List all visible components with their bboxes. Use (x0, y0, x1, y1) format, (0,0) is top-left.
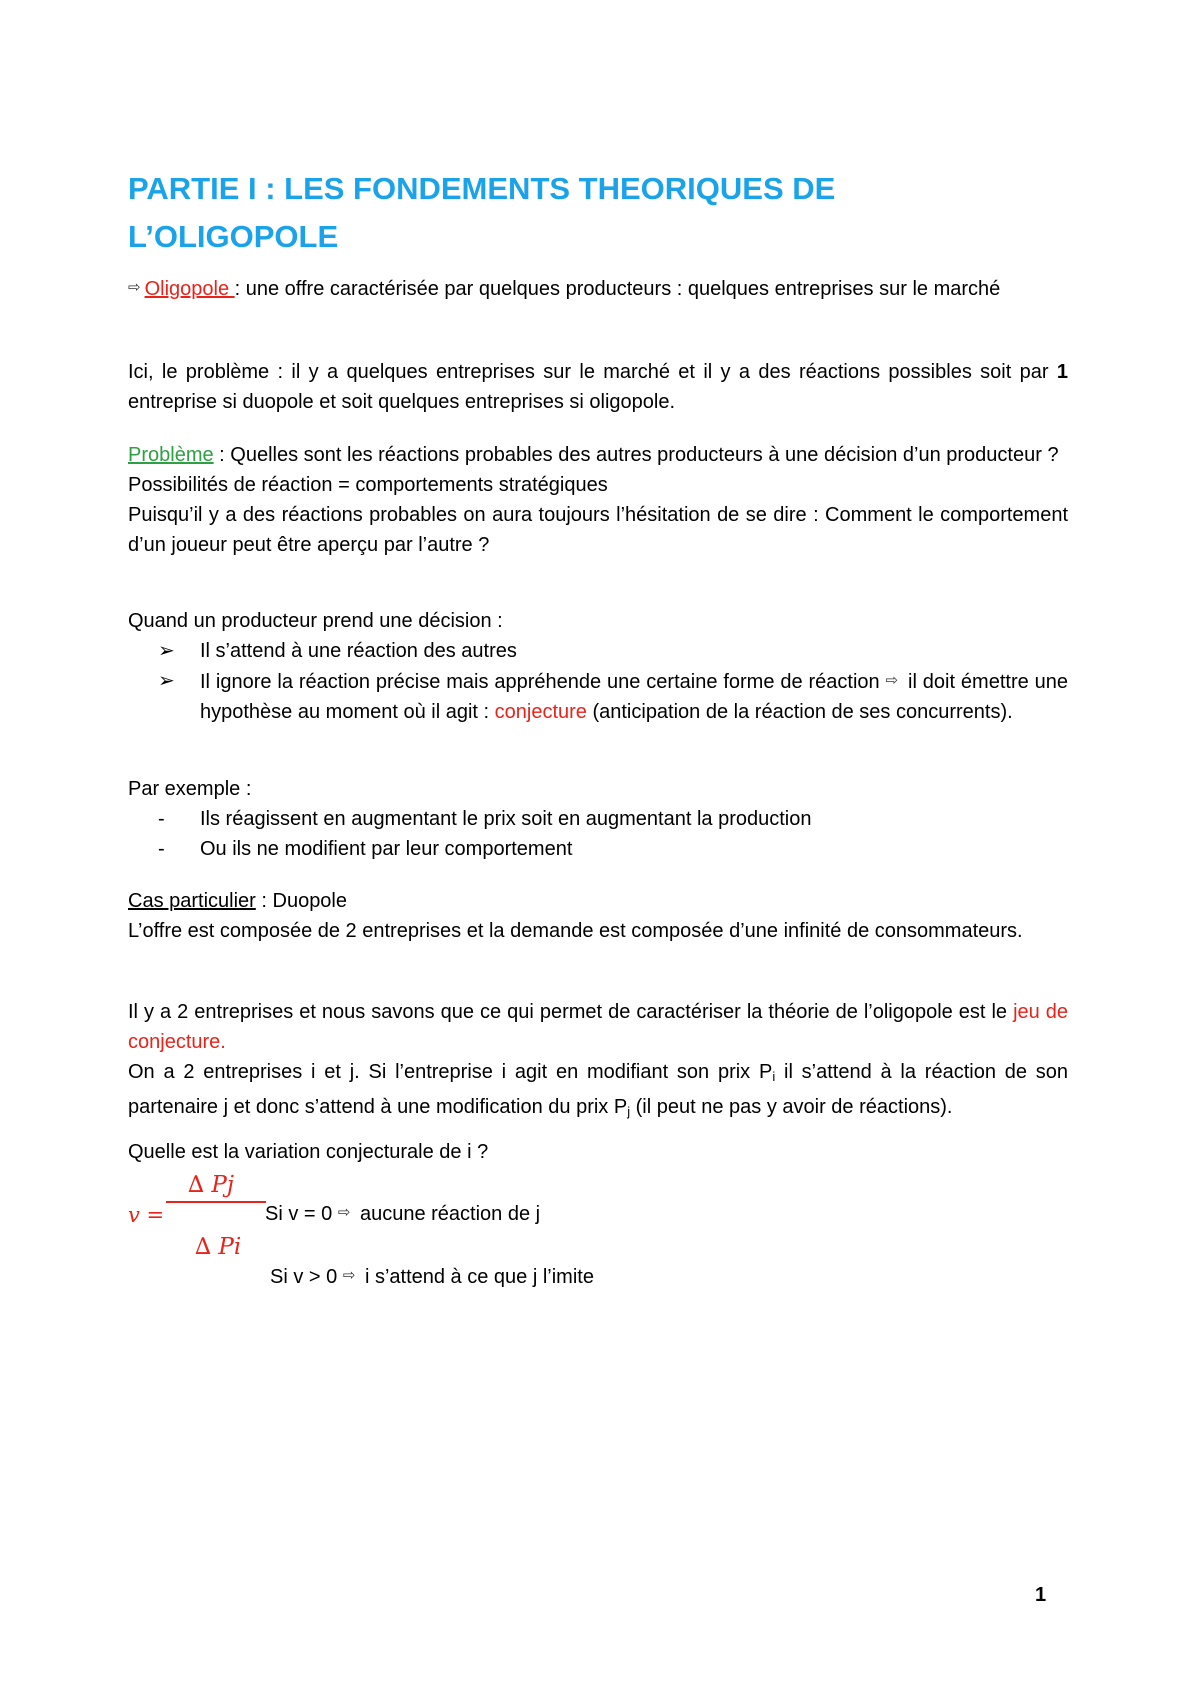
decision-list (128, 636, 1068, 727)
dash-bullet: - (158, 838, 165, 860)
definition-text: : une offre caractérisée par quelques producteurs : quelques entreprises sur le marché (234, 278, 1001, 300)
question-line: Quelle est la variation conjecturale de i ? (128, 1141, 489, 1163)
hesitation-line: Puisqu’il y a des réactions probables on aura toujours l’hésitation de se dire : Comment le comportement d’un joueur peut être aperçu par l’autre ? (128, 504, 1068, 556)
fraction-bar (166, 1201, 266, 1203)
example-list (128, 804, 1068, 864)
title-line-2: L’OLIGOPOLE (128, 219, 339, 254)
case-zero-condition: Si v = 0 (265, 1203, 338, 1225)
problem-question: : Quelles sont les réactions probables des autres producteurs à une décision d’un producteur ? (213, 444, 1059, 466)
decision-intro: Quand un producteur prend une décision : (128, 610, 503, 632)
list-item (128, 834, 1068, 864)
right-arrow-icon: ⇨ (128, 279, 141, 296)
list-item (128, 636, 1068, 666)
special-case-paragraph (128, 886, 1068, 946)
special-case-text: : Duopole (255, 890, 347, 912)
special-case-label: Cas particulier (128, 890, 256, 912)
strategic-behaviour-line: Possibilités de réaction = comportements stratégiques (128, 474, 608, 496)
problem-paragraph (128, 440, 1068, 560)
subscript-j: j (627, 1104, 631, 1119)
title-line-1: PARTIE I : LES FONDEMENTS THEORIQUES DE (128, 171, 836, 206)
paragraph-text: Ici, le problème : il y a quelques entreprises sur le marché et il y a des réactions possibles soit par (128, 361, 1057, 383)
subscript-i: i (772, 1069, 776, 1084)
page-title (128, 165, 1028, 261)
oligopole-term: Oligopole (144, 278, 235, 300)
conjecture-term: conjecture (494, 701, 587, 723)
right-arrow-icon: ⇨ (885, 672, 899, 689)
dash-bullet: - (158, 808, 165, 830)
case-zero-result: aucune réaction de j (354, 1203, 541, 1225)
list-item-text: Ou ils ne modifient par leur comportement (200, 838, 573, 860)
problem-intro-paragraph (128, 357, 1068, 417)
paragraph-text: On a 2 entreprises i et j. Si l’entreprise i agit en modifiant son prix P (128, 1061, 773, 1083)
paragraph-text-2: il s’attend à la réaction de son partenaire j et donc s’attend à une modification du prix P (128, 1061, 1069, 1118)
paragraph-text-3: (il peut ne pas y avoir de réactions). (630, 1096, 953, 1118)
list-item-text-3: (anticipation de la réaction de ses concurrents). (586, 701, 1013, 723)
definition-paragraph (128, 273, 1068, 304)
list-item-text: Ils réagissent en augmentant le prix soit en augmentant la production (200, 808, 812, 830)
duopole-definition: L’offre est composée de 2 entreprises et la demande est composée d’une infinité de consommateurs. (128, 920, 1023, 942)
jeu-de-conjecture-term: jeu de conjecture. (128, 1001, 1069, 1053)
case-positive-result: i s’attend à ce que j l’imite (359, 1266, 594, 1288)
right-arrow-icon: ⇨ (337, 1204, 351, 1221)
conjecture-paragraph (128, 997, 1068, 1057)
example-intro: Par exemple : (128, 778, 252, 800)
list-item-text-2: il doit émettre une hypothèse au moment où il agit : (200, 671, 1068, 723)
arrow-bullet-icon: ➢ (158, 640, 175, 662)
price-paragraph (128, 1057, 1068, 1127)
case-zero (265, 1198, 765, 1229)
paragraph-text: Il y a 2 entreprises et nous savons que ce qui permet de caractériser la théorie de l’oligopole est le (128, 1001, 1014, 1023)
list-item-text: Il s’attend à une réaction des autres (200, 640, 517, 662)
probleme-label: Problème (128, 444, 214, 466)
paragraph-text-2: entreprise si duopole et soit quelques entreprises si oligopole. (128, 391, 676, 413)
bold-number: 1 (1056, 361, 1068, 383)
list-item-text: Il ignore la réaction précise mais appréhende une certaine forme de réaction (200, 671, 886, 693)
case-positive (270, 1261, 770, 1292)
case-positive-condition: Si v > 0 (270, 1266, 343, 1288)
right-arrow-icon: ⇨ (342, 1267, 356, 1284)
formula-lhs: v = (128, 1203, 165, 1227)
list-item (128, 804, 1068, 834)
formula-denominator: ∆ Pi (195, 1234, 242, 1260)
page-number: 1 (1035, 1584, 1047, 1606)
arrow-bullet-icon: ➢ (158, 670, 175, 692)
formula-numerator: ∆ Pj (188, 1172, 234, 1198)
list-item (128, 666, 1068, 727)
